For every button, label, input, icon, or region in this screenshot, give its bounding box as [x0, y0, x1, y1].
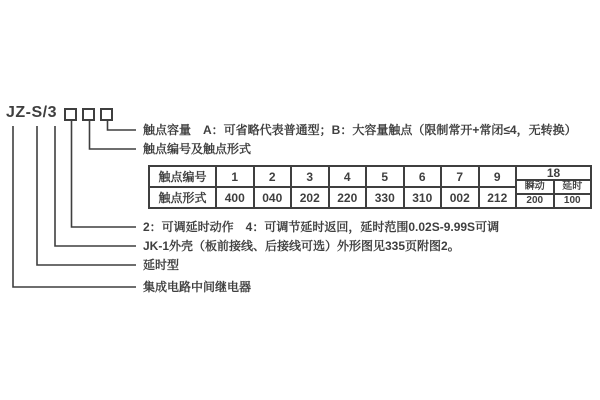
contact-table: [148, 165, 592, 209]
callout-contact-capacity: 触点容量 A：可省略代表普通型；B：大容量触点（限制常开+常闭≤4，无转换）: [143, 123, 577, 137]
leader-line-number-form: [90, 121, 137, 149]
table-number-cell: 1: [217, 167, 253, 186]
model-code: JZ-S/3: [6, 104, 58, 121]
table-form-cell-delay: 100: [555, 195, 591, 207]
table-form-cell: 400: [217, 188, 253, 207]
table-number-cell: 3: [292, 167, 328, 186]
table-subheader-instant: 瞬动: [517, 181, 553, 193]
leader-line-delay-type: [37, 126, 136, 265]
table-number-cell: 4: [330, 167, 366, 186]
table-form-cell: 212: [480, 188, 516, 207]
callout-contact-number-form: 触点编号及触点形式: [143, 142, 252, 156]
table-form-cell: 040: [255, 188, 291, 207]
table-form-cell: 220: [330, 188, 366, 207]
table-header-contact-form: 触点形式: [150, 188, 215, 207]
table-form-cell: 002: [442, 188, 478, 207]
leader-line-case-type: [55, 126, 136, 246]
table-number-cell: 9: [480, 167, 516, 186]
table-header-contact-number: 触点编号: [150, 167, 215, 186]
leader-line-capacity: [108, 121, 137, 130]
table-form-cell: 202: [292, 188, 328, 207]
callout-delay-type: 延时型: [143, 258, 180, 272]
callout-case-type: JK-1外壳（板前接线、后接线可选）外形图见335页附图2。: [143, 239, 460, 253]
table-subheader-delay: 延时: [555, 181, 591, 193]
leader-line-delay-action: [72, 121, 137, 227]
table-number-cell: 5: [367, 167, 403, 186]
table-number-cell: 6: [405, 167, 441, 186]
callout-relay-type: 集成电路中间继电器: [143, 280, 252, 294]
table-number-cell: 2: [255, 167, 291, 186]
table-form-cell-instant: 200: [517, 195, 553, 207]
table-form-cell: 330: [367, 188, 403, 207]
callout-delay-action: 2：可调延时动作 4：可调节延时返回，延时范围0.02S-9.99S可调: [143, 220, 500, 234]
table-form-cell: 310: [405, 188, 441, 207]
table-number-cell-18: 18: [517, 167, 590, 179]
table-number-cell: 7: [442, 167, 478, 186]
leader-line-relay-type: [13, 126, 136, 287]
